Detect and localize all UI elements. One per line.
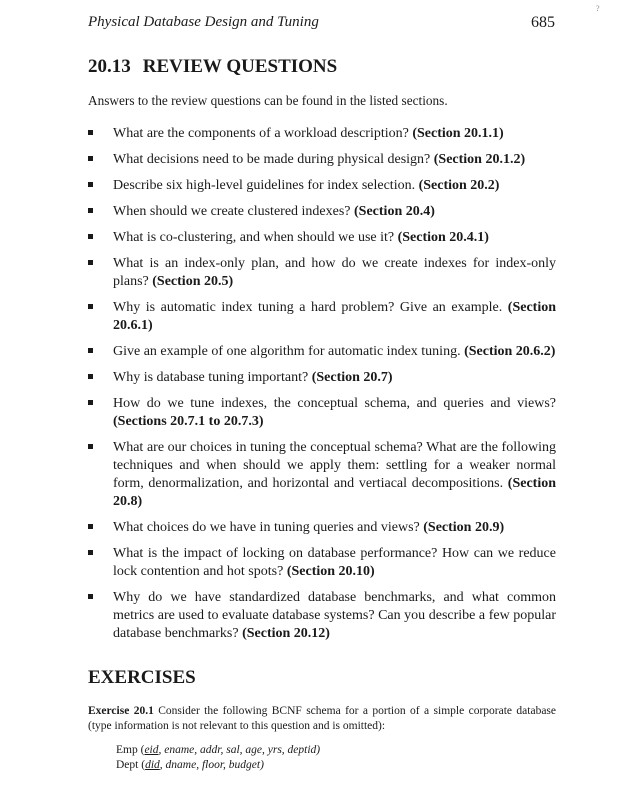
- section-reference: (Section 20.1.1): [412, 126, 504, 141]
- question-text: What decisions need to be made during physical design?: [113, 152, 431, 167]
- list-item: [88, 545, 556, 581]
- section-reference: (Section 20.6.1): [113, 300, 556, 333]
- question-text: How do we tune indexes, the conceptual schema, and queries and views?: [113, 396, 556, 411]
- bullet-icon: [88, 550, 93, 555]
- question-text: Why is database tuning important?: [113, 370, 309, 385]
- primary-key: eid: [144, 744, 159, 756]
- section-reference: (Section 20.5): [152, 274, 234, 289]
- section-reference: (Section 20.9): [423, 520, 505, 535]
- running-header-title: Physical Database Design and Tuning: [88, 14, 319, 30]
- bullet-icon: [88, 304, 93, 309]
- section-reference: (Section 20.10): [286, 564, 375, 579]
- section-reference: (Section 20.4.1): [397, 230, 489, 245]
- section-intro: Answers to the review questions can be found in the listed sections.: [88, 93, 448, 108]
- question-text: Why is automatic index tuning a hard problem? Give an example.: [113, 300, 503, 315]
- question-text: When should we create clustered indexes?: [113, 204, 351, 219]
- section-reference: (Section 20.8): [113, 476, 557, 509]
- question-text: What is the impact of locking on database performance? How can we reduce lock contention and hot spots?: [113, 546, 556, 579]
- bullet-icon: [88, 524, 93, 529]
- list-item: [88, 589, 556, 643]
- list-item: [88, 125, 556, 143]
- question-text: Describe six high-level guidelines for index selection.: [113, 178, 416, 193]
- section-reference: (Section 20.1.2): [433, 152, 526, 167]
- bullet-icon: [88, 182, 93, 187]
- page-number: 685: [531, 14, 555, 31]
- section-reference: (Sections 20.7.1 to 20.7.3): [113, 414, 264, 429]
- margin-mark: ?: [596, 4, 600, 13]
- bullet-icon: [88, 156, 93, 161]
- schema-row-emp: Emp (eid, ename, addr, sal, age, yrs, deptid): [116, 744, 321, 756]
- list-item: [88, 151, 556, 169]
- relation-attributes: , ename, addr, sal, age, yrs, deptid): [158, 744, 321, 756]
- question-text: Why do we have standardized database benchmarks, and what common metrics are used to evaluate database systems? Can you describe a few popular database benchmarks?: [113, 590, 556, 641]
- bullet-icon: [88, 594, 93, 599]
- exercises-heading: EXERCISES: [88, 667, 196, 688]
- section-title: REVIEW QUESTIONS: [142, 56, 338, 77]
- bullet-icon: [88, 374, 93, 379]
- bullet-icon: [88, 234, 93, 239]
- relation-name: Emp: [116, 744, 138, 756]
- bullet-icon: [88, 208, 93, 213]
- section-heading: [88, 56, 337, 78]
- question-text: Give an example of one algorithm for automatic index tuning.: [113, 344, 461, 359]
- list-item: [88, 439, 556, 511]
- question-text: What is co-clustering, and when should we use it?: [113, 230, 395, 245]
- bullet-icon: [88, 400, 93, 405]
- bullet-icon: [88, 130, 93, 135]
- schema-row-dept: Dept (did, dname, floor, budget): [116, 759, 264, 771]
- bullet-icon: [88, 444, 93, 449]
- bullet-icon: [88, 348, 93, 353]
- list-item: [88, 177, 556, 195]
- section-reference: (Section 20.12): [242, 626, 330, 641]
- schema-block: [116, 743, 320, 773]
- exercise-label: Exercise 20.1: [88, 705, 154, 717]
- primary-key: did: [145, 759, 160, 771]
- section-reference: (Section 20.4): [354, 204, 435, 219]
- section-reference: (Section 20.6.2): [464, 344, 556, 359]
- section-reference: (Section 20.2): [418, 178, 500, 193]
- exercise-text: Consider the following BCNF schema for a portion of a simple corporate database (type information is not relevant to this question and is omitted):: [88, 705, 557, 732]
- relation-attributes: , dname, floor, budget): [159, 759, 264, 771]
- question-text: What is an index-only plan, and how do we create indexes for index-only plans?: [113, 256, 556, 289]
- question-text: What are the components of a workload description?: [113, 126, 409, 141]
- section-reference: (Section 20.7): [311, 370, 393, 385]
- bullet-icon: [88, 260, 93, 265]
- question-text: What are our choices in tuning the conceptual schema? What are the following techniques and when should we apply them: settling for a weaker normal form, denormalization, and horizontal and vertiacal decompositions.: [113, 440, 556, 491]
- list-item: [88, 369, 556, 387]
- review-questions-list: [88, 125, 556, 651]
- list-item: [88, 203, 556, 221]
- list-item: [88, 519, 556, 537]
- list-item: [88, 343, 556, 361]
- list-item: [88, 395, 556, 431]
- question-text: What choices do we have in tuning queries and views?: [113, 520, 420, 535]
- section-number: 20.13: [88, 56, 131, 77]
- exercise-20-1: [88, 704, 556, 734]
- relation-name: Dept: [116, 759, 139, 771]
- list-item: [88, 299, 556, 335]
- list-item: [88, 255, 556, 291]
- list-item: [88, 229, 556, 247]
